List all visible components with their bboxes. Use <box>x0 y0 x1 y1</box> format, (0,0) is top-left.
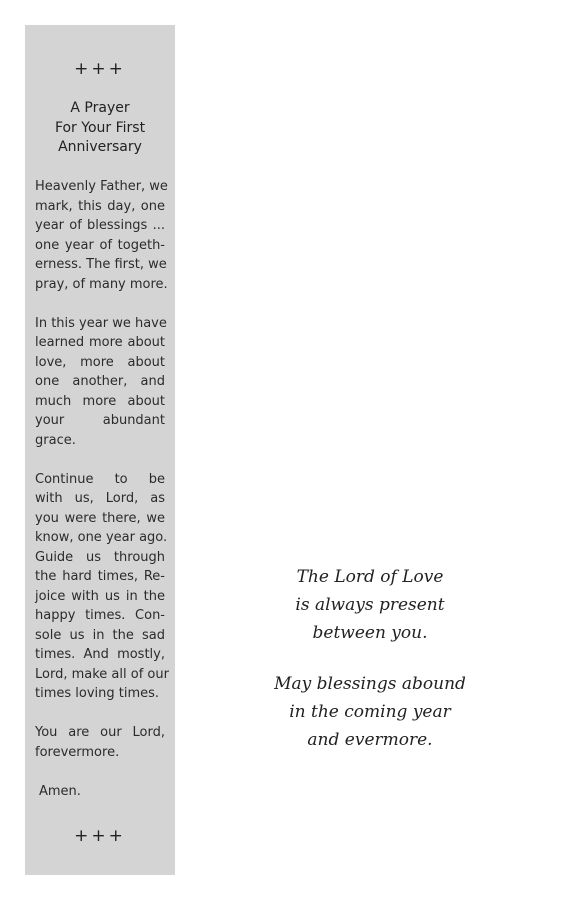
prayer-line: one another, and <box>35 374 165 389</box>
title-line: For Your First <box>54 119 146 136</box>
verse-line: in the coming year <box>289 702 451 722</box>
prayer-line: love, more about <box>35 354 165 370</box>
prayer-line: Heavenly Father, we <box>35 179 168 194</box>
prayer-bookmark <box>25 25 175 875</box>
prayer-line: mark, this day, one <box>35 198 165 214</box>
prayer-line: Lord, make all of our <box>35 666 169 682</box>
prayer-title <box>25 99 175 158</box>
prayer-line: know, one year ago. <box>35 530 168 545</box>
verse-line: and evermore. <box>307 730 433 750</box>
prayer-paragraph <box>35 723 165 762</box>
prayer-line: sole us in the sad <box>35 627 165 643</box>
amen-text: Amen. <box>39 783 81 799</box>
title-line: Anniversary <box>58 139 142 155</box>
verse-line: is always present <box>295 595 445 615</box>
bottom-crosses: +++ <box>74 826 126 846</box>
stanza-gap <box>270 647 470 670</box>
prayer-line: erness. The first, we <box>35 257 167 272</box>
prayer-line: the hard times, Re- <box>35 569 165 584</box>
prayer-line: one year of togeth- <box>35 237 165 253</box>
prayer-line: with us, Lord, as <box>35 491 165 506</box>
verse-line: May blessings abound <box>274 674 466 694</box>
prayer-line: Continue to be <box>35 471 165 487</box>
prayer-line: Guide us through <box>35 549 165 565</box>
prayer-paragraph <box>35 470 169 704</box>
prayer-line: In this year we have <box>35 315 167 331</box>
prayer-body <box>35 177 169 801</box>
prayer-line: pray, of many more. <box>35 276 168 292</box>
prayer-line: learned more about <box>35 335 165 350</box>
prayer-line: you were there, we <box>35 510 165 526</box>
prayer-line: times loving times. <box>35 686 160 701</box>
prayer-paragraph <box>35 314 165 451</box>
verse-line: The Lord of Love <box>296 567 444 587</box>
prayer-line: times. And mostly, <box>35 647 165 662</box>
prayer-line: happy times. Con- <box>35 608 165 623</box>
prayer-paragraph <box>35 177 168 294</box>
prayer-line: forevermore. <box>35 744 120 760</box>
blessing-verse <box>270 563 470 754</box>
prayer-line: year of blessings ... <box>35 218 165 233</box>
prayer-line: You are our Lord, <box>35 725 165 740</box>
prayer-line: joice with us in the <box>35 588 165 604</box>
prayer-line: your abundant <box>35 413 165 428</box>
verse-line: between you. <box>312 623 428 643</box>
title-line: A Prayer <box>70 100 130 116</box>
prayer-line: much more about <box>35 393 165 409</box>
top-crosses: +++ <box>74 59 126 79</box>
prayer-line: grace. <box>35 432 76 448</box>
